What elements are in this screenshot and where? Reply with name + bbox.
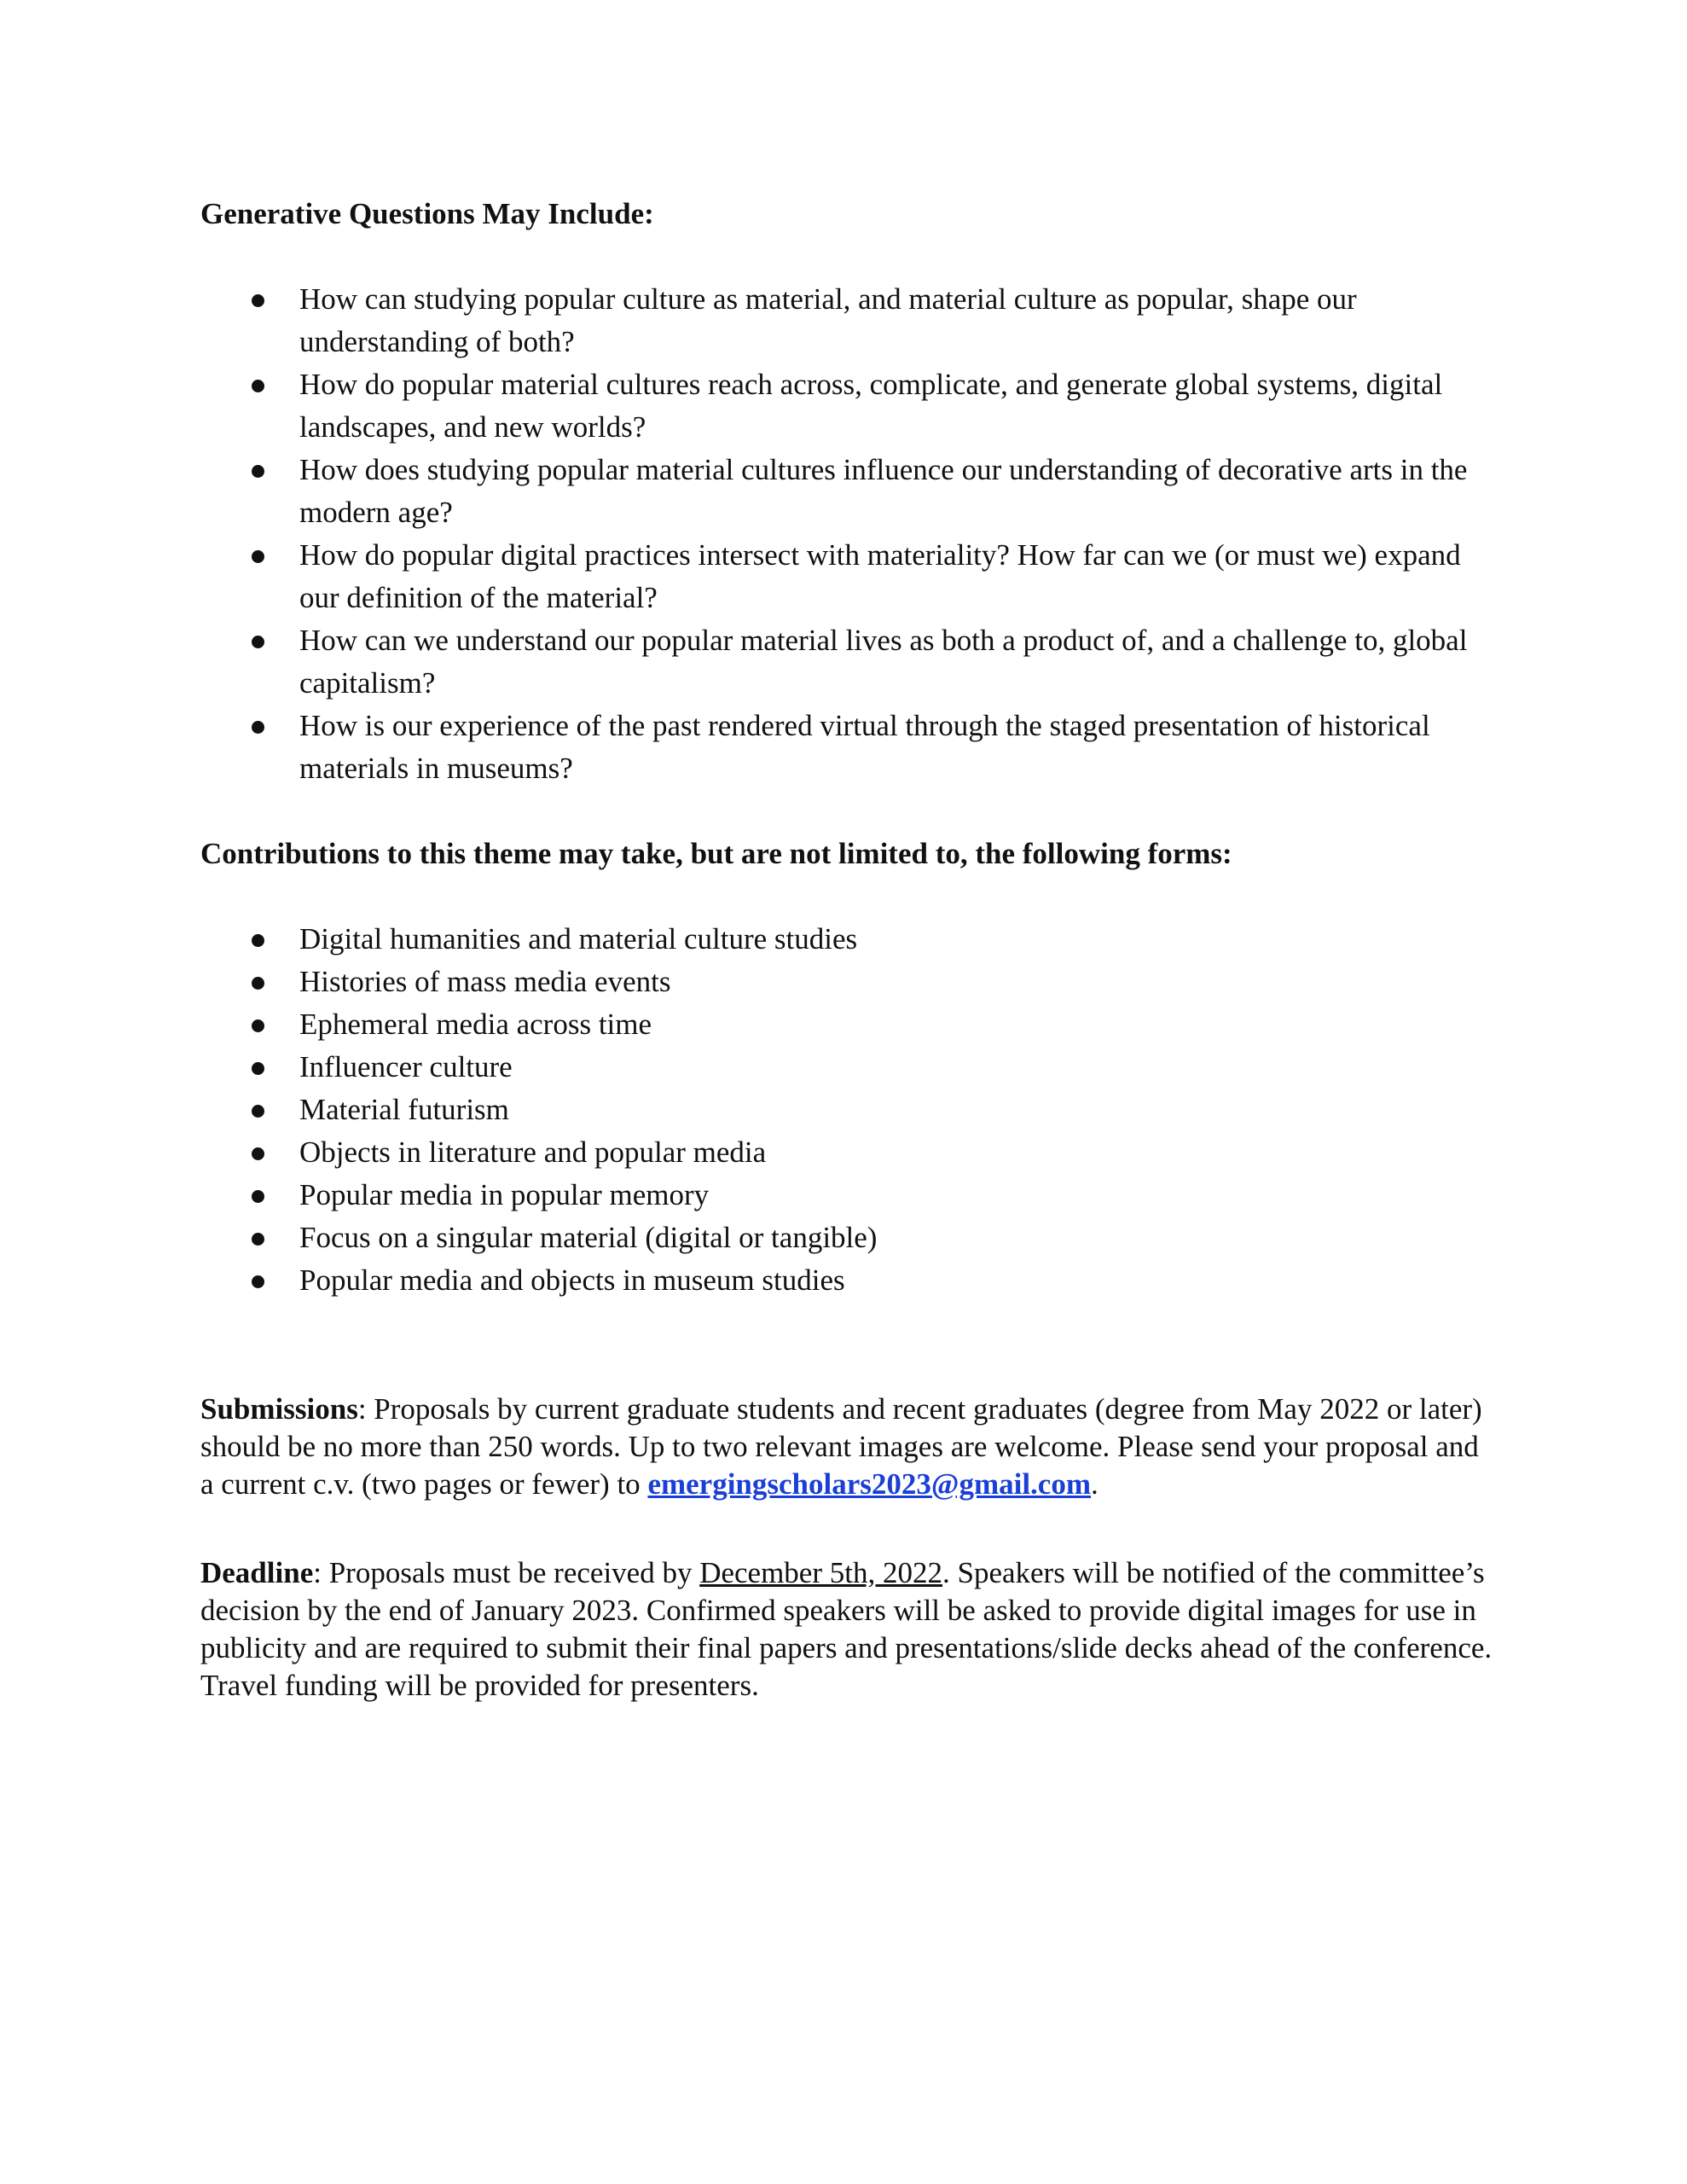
submissions-paragraph: [200, 1391, 1497, 1503]
contribution-item: [200, 1174, 1497, 1217]
bullet-icon: [252, 465, 264, 478]
question-text: How do popular digital practices intersect with materiality? How far can we (or must we) expand our definition of the material?: [299, 538, 1461, 614]
question-item: [200, 278, 1497, 363]
contribution-text: Popular media and objects in museum studies: [299, 1263, 845, 1297]
deadline-text: : Proposals must be received by: [313, 1556, 700, 1589]
deadline-date: December 5th, 2022: [699, 1556, 942, 1589]
contribution-text: Focus on a singular material (digital or tangible): [299, 1221, 878, 1254]
bullet-icon: [252, 1190, 264, 1203]
bullet-icon: [252, 380, 264, 392]
contribution-item: [200, 1046, 1497, 1089]
question-text: How does studying popular material cultures influence our understanding of decorative arts in the modern age?: [299, 453, 1468, 529]
question-text: How can we understand our popular material lives as both a product of, and a challenge to, global capitalism?: [299, 624, 1468, 700]
submissions-text-end: .: [1091, 1467, 1099, 1501]
question-item: [200, 619, 1497, 705]
deadline-text-end: . Speakers will be notified of the committee’s decision by the end of January 2023. Confirmed speakers will be asked to provide digital images for use in publicity and are required to submit their final papers and presentations/slide decks ahead of the conference. Travel funding will be provided for presenters.: [200, 1556, 1493, 1702]
contribution-text: Ephemeral media across time: [299, 1008, 652, 1041]
bullet-icon: [252, 721, 264, 734]
question-text: How is our experience of the past rendered virtual through the staged presentation of historical materials in museums?: [299, 709, 1430, 785]
bullet-icon: [252, 977, 264, 990]
deadline-label: Deadline: [200, 1556, 314, 1589]
question-item: [200, 705, 1497, 790]
question-item: [200, 363, 1497, 449]
submissions-label: Submissions: [200, 1392, 358, 1426]
generative-questions-list: [200, 278, 1497, 790]
contribution-text: Objects in literature and popular media: [299, 1136, 767, 1169]
bullet-icon: [252, 550, 264, 563]
submissions-text: : Proposals by current graduate students and recent graduates (degree from May 2022 or later) should be no more than 250 words. Up to two relevant images are welcome. Please send your proposal and a current c.v. (two pages or fewer) to: [200, 1392, 1482, 1501]
bullet-icon: [252, 1233, 264, 1246]
question-text: How can studying popular culture as material, and material culture as popular, shape our understanding of both?: [299, 282, 1357, 358]
contribution-text: Histories of mass media events: [299, 965, 671, 998]
contribution-item: [200, 918, 1497, 961]
deadline-paragraph: [200, 1554, 1497, 1705]
contributions-heading: Contributions to this theme may take, but are not limited to, the following forms:: [200, 837, 1232, 870]
bullet-icon: [252, 1105, 264, 1118]
contribution-item: [200, 1217, 1497, 1259]
bullet-icon: [252, 1147, 264, 1160]
bullet-icon: [252, 934, 264, 947]
contribution-item: [200, 961, 1497, 1003]
contribution-text: Popular media in popular memory: [299, 1178, 710, 1211]
contribution-item: [200, 1131, 1497, 1174]
generative-questions-heading: Generative Questions May Include:: [200, 197, 654, 230]
contribution-text: Digital humanities and material culture studies: [299, 922, 858, 956]
bullet-icon: [252, 294, 264, 307]
contribution-text: Material futurism: [299, 1093, 509, 1126]
contribution-text: Influencer culture: [299, 1050, 513, 1083]
bullet-icon: [252, 636, 264, 648]
bullet-icon: [252, 1019, 264, 1032]
contributions-list: [200, 918, 1497, 1302]
submission-email-link[interactable]: emergingscholars2023@gmail.com: [647, 1467, 1091, 1501]
question-item: [200, 449, 1497, 534]
question-item: [200, 534, 1497, 619]
document-content: [200, 193, 1497, 1705]
bullet-icon: [252, 1275, 264, 1288]
question-text: How do popular material cultures reach across, complicate, and generate global systems, digital landscapes, and new worlds?: [299, 368, 1443, 444]
contribution-item: [200, 1089, 1497, 1131]
bullet-icon: [252, 1062, 264, 1075]
contribution-item: [200, 1003, 1497, 1046]
contribution-item: [200, 1259, 1497, 1302]
